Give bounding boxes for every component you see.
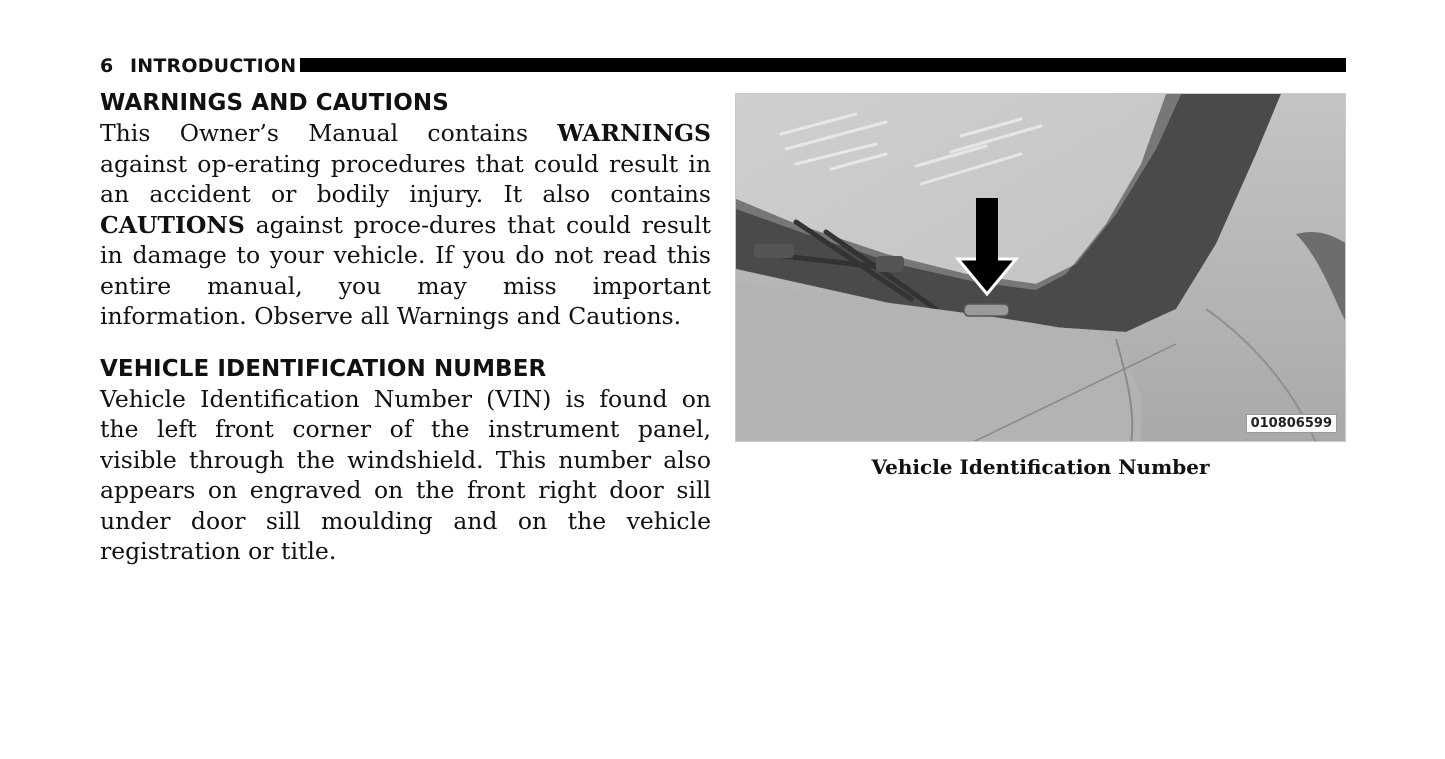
figure-caption: Vehicle Identification Number	[871, 455, 1210, 479]
vin-illustration	[735, 93, 1346, 442]
cautions-bold-term: CAUTIONS	[100, 210, 245, 239]
vin-heading: VEHICLE IDENTIFICATION NUMBER	[100, 355, 547, 382]
header-rule	[300, 58, 1346, 72]
section-title: INTRODUCTION	[130, 55, 297, 77]
warnings-paragraph	[100, 118, 711, 332]
figure-id-label: 010806599	[1246, 414, 1337, 433]
text-column	[100, 88, 711, 567]
vin-paragraph: Vehicle Identification Number (VIN) is found on the left front corner of the instrument panel, visible through the windshield. This number also appears on engraved on the front right door sill under door sill moulding and on the vehicle registration or title.	[100, 384, 711, 565]
warnings-text-1: This Owner’s Manual contains	[100, 119, 558, 147]
warnings-text-2: against op-erating procedures that could result in an accident or bodily injury. It also contains	[100, 149, 711, 208]
warnings-bold-term: WARNINGS	[557, 119, 711, 147]
windshield-drawing	[736, 94, 1346, 442]
page-number: 6	[100, 55, 114, 77]
warnings-heading: WARNINGS AND CAUTIONS	[100, 90, 449, 116]
page-header	[100, 54, 1346, 78]
warnings-text-3: against proce-dures that could result in damage to your vehicle. If you do not read this entire manual, you may miss important information. Observe all Warnings and Cautions.	[100, 210, 711, 330]
